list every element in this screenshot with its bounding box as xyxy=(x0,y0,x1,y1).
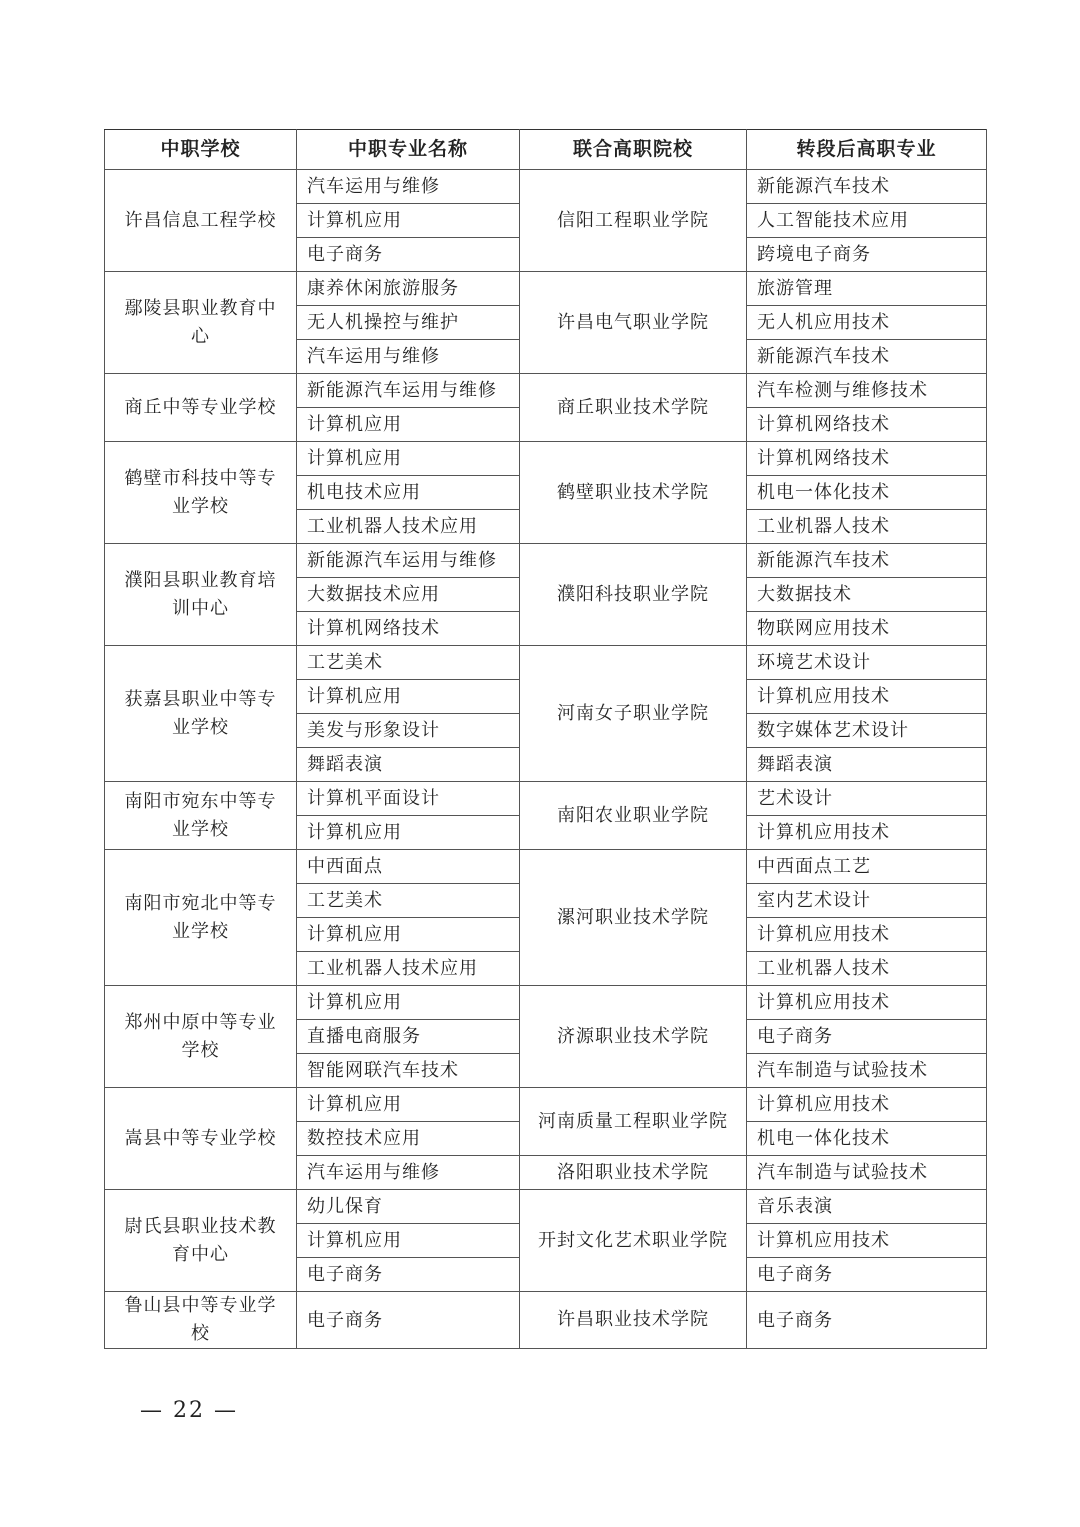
table-row xyxy=(105,850,987,884)
header-higher-major: 转段后高职专业 xyxy=(747,130,987,170)
secondary-major-cell: 幼儿保育 xyxy=(297,1190,520,1224)
higher-major-cell: 大数据技术 xyxy=(747,578,987,612)
secondary-major-cell: 汽车运用与维修 xyxy=(297,170,520,204)
higher-major-cell: 无人机应用技术 xyxy=(747,306,987,340)
school-cell xyxy=(105,1088,297,1190)
school-cell xyxy=(105,374,297,442)
school-name: 获嘉县职业中等专业学校 xyxy=(124,688,277,738)
higher-major-cell: 数字媒体艺术设计 xyxy=(747,714,987,748)
secondary-major-cell: 工业机器人技术应用 xyxy=(297,510,520,544)
partner-college-cell: 河南质量工程职业学院 xyxy=(520,1088,747,1156)
table-body xyxy=(105,170,987,1349)
higher-major-cell: 机电一体化技术 xyxy=(747,1122,987,1156)
secondary-major-cell: 美发与形象设计 xyxy=(297,714,520,748)
partner-college-cell: 河南女子职业学院 xyxy=(520,646,747,782)
secondary-major-cell: 计算机应用 xyxy=(297,986,520,1020)
secondary-major-cell: 新能源汽车运用与维修 xyxy=(297,374,520,408)
table-row xyxy=(105,782,987,816)
table-row xyxy=(105,1088,987,1122)
secondary-major-cell: 计算机应用 xyxy=(297,408,520,442)
secondary-major-cell: 计算机应用 xyxy=(297,442,520,476)
higher-major-cell: 物联网应用技术 xyxy=(747,612,987,646)
partner-college-cell: 南阳农业职业学院 xyxy=(520,782,747,850)
secondary-major-cell: 计算机应用 xyxy=(297,1224,520,1258)
table-row xyxy=(105,986,987,1020)
higher-major-cell: 人工智能技术应用 xyxy=(747,204,987,238)
partner-college-cell: 鹤壁职业技术学院 xyxy=(520,442,747,544)
table-row xyxy=(105,272,987,306)
secondary-major-cell: 电子商务 xyxy=(297,1258,520,1292)
secondary-major-cell: 计算机网络技术 xyxy=(297,612,520,646)
school-name: 许昌信息工程学校 xyxy=(124,209,277,231)
table-row xyxy=(105,170,987,204)
school-cell xyxy=(105,986,297,1088)
higher-major-cell: 计算机网络技术 xyxy=(747,442,987,476)
table-header-row xyxy=(105,130,987,170)
header-secondary-major: 中职专业名称 xyxy=(297,130,520,170)
higher-major-cell: 计算机应用技术 xyxy=(747,1088,987,1122)
page-number: — 22 — xyxy=(140,1398,238,1423)
school-name: 郑州中原中等专业学校 xyxy=(124,1011,277,1061)
higher-major-cell: 新能源汽车技术 xyxy=(747,544,987,578)
higher-major-cell: 计算机应用技术 xyxy=(747,816,987,850)
secondary-major-cell: 汽车运用与维修 xyxy=(297,340,520,374)
header-partner-college: 联合高职院校 xyxy=(520,130,747,170)
secondary-major-cell: 计算机应用 xyxy=(297,1088,520,1122)
school-cell xyxy=(105,170,297,272)
partner-college-cell: 商丘职业技术学院 xyxy=(520,374,747,442)
school-name: 南阳市宛北中等专业学校 xyxy=(124,892,277,942)
higher-major-cell: 计算机应用技术 xyxy=(747,918,987,952)
higher-major-cell: 中西面点工艺 xyxy=(747,850,987,884)
higher-major-cell: 汽车制造与试验技术 xyxy=(747,1156,987,1190)
partner-college-cell: 信阳工程职业学院 xyxy=(520,170,747,272)
secondary-major-cell: 电子商务 xyxy=(297,1292,520,1349)
secondary-major-cell: 舞蹈表演 xyxy=(297,748,520,782)
higher-major-cell: 工业机器人技术 xyxy=(747,952,987,986)
enrollment-table xyxy=(104,129,987,1349)
higher-major-cell: 电子商务 xyxy=(747,1020,987,1054)
higher-major-cell: 新能源汽车技术 xyxy=(747,340,987,374)
school-cell xyxy=(105,442,297,544)
higher-major-cell: 电子商务 xyxy=(747,1292,987,1349)
school-name: 鄢陵县职业教育中心 xyxy=(124,297,277,347)
secondary-major-cell: 数控技术应用 xyxy=(297,1122,520,1156)
higher-major-cell: 计算机应用技术 xyxy=(747,680,987,714)
partner-college-cell: 许昌电气职业学院 xyxy=(520,272,747,374)
table-row xyxy=(105,374,987,408)
higher-major-cell: 旅游管理 xyxy=(747,272,987,306)
school-name: 南阳市宛东中等专业学校 xyxy=(124,790,277,840)
secondary-major-cell: 工艺美术 xyxy=(297,646,520,680)
secondary-major-cell: 计算机应用 xyxy=(297,816,520,850)
partner-college-cell: 洛阳职业技术学院 xyxy=(520,1156,747,1190)
header-secondary-school: 中职学校 xyxy=(105,130,297,170)
secondary-major-cell: 计算机应用 xyxy=(297,680,520,714)
school-cell xyxy=(105,1190,297,1292)
school-cell xyxy=(105,272,297,374)
table-row xyxy=(105,442,987,476)
school-name: 嵩县中等专业学校 xyxy=(124,1127,277,1149)
table-row xyxy=(105,646,987,680)
secondary-major-cell: 中西面点 xyxy=(297,850,520,884)
higher-major-cell: 计算机应用技术 xyxy=(747,1224,987,1258)
secondary-major-cell: 新能源汽车运用与维修 xyxy=(297,544,520,578)
secondary-major-cell: 大数据技术应用 xyxy=(297,578,520,612)
secondary-major-cell: 计算机平面设计 xyxy=(297,782,520,816)
school-cell xyxy=(105,850,297,986)
higher-major-cell: 新能源汽车技术 xyxy=(747,170,987,204)
secondary-major-cell: 智能网联汽车技术 xyxy=(297,1054,520,1088)
secondary-major-cell: 工艺美术 xyxy=(297,884,520,918)
school-name: 尉氏县职业技术教育中心 xyxy=(124,1215,277,1265)
school-cell xyxy=(105,782,297,850)
partner-college-cell: 濮阳科技职业学院 xyxy=(520,544,747,646)
secondary-major-cell: 无人机操控与维护 xyxy=(297,306,520,340)
higher-major-cell: 环境艺术设计 xyxy=(747,646,987,680)
higher-major-cell: 音乐表演 xyxy=(747,1190,987,1224)
secondary-major-cell: 康养休闲旅游服务 xyxy=(297,272,520,306)
higher-major-cell: 工业机器人技术 xyxy=(747,510,987,544)
partner-college-cell: 漯河职业技术学院 xyxy=(520,850,747,986)
higher-major-cell: 计算机应用技术 xyxy=(747,986,987,1020)
school-name: 鹤壁市科技中等专业学校 xyxy=(124,467,277,517)
school-name: 濮阳县职业教育培训中心 xyxy=(124,569,277,619)
secondary-major-cell: 汽车运用与维修 xyxy=(297,1156,520,1190)
table-row xyxy=(105,544,987,578)
table-row xyxy=(105,1190,987,1224)
higher-major-cell: 艺术设计 xyxy=(747,782,987,816)
secondary-major-cell: 机电技术应用 xyxy=(297,476,520,510)
higher-major-cell: 室内艺术设计 xyxy=(747,884,987,918)
higher-major-cell: 舞蹈表演 xyxy=(747,748,987,782)
partner-college-cell: 许昌职业技术学院 xyxy=(520,1292,747,1349)
higher-major-cell: 汽车制造与试验技术 xyxy=(747,1054,987,1088)
secondary-major-cell: 计算机应用 xyxy=(297,918,520,952)
school-name: 鲁山县中等专业学校 xyxy=(124,1295,277,1344)
secondary-major-cell: 工业机器人技术应用 xyxy=(297,952,520,986)
school-cell xyxy=(105,646,297,782)
school-name: 商丘中等专业学校 xyxy=(124,396,277,418)
school-cell xyxy=(105,1292,297,1349)
table-row xyxy=(105,1292,987,1349)
higher-major-cell: 汽车检测与维修技术 xyxy=(747,374,987,408)
secondary-major-cell: 直播电商服务 xyxy=(297,1020,520,1054)
secondary-major-cell: 计算机应用 xyxy=(297,204,520,238)
partner-college-cell: 开封文化艺术职业学院 xyxy=(520,1190,747,1292)
higher-major-cell: 机电一体化技术 xyxy=(747,476,987,510)
higher-major-cell: 电子商务 xyxy=(747,1258,987,1292)
higher-major-cell: 跨境电子商务 xyxy=(747,238,987,272)
school-cell xyxy=(105,544,297,646)
higher-major-cell: 计算机网络技术 xyxy=(747,408,987,442)
partner-college-cell: 济源职业技术学院 xyxy=(520,986,747,1088)
secondary-major-cell: 电子商务 xyxy=(297,238,520,272)
